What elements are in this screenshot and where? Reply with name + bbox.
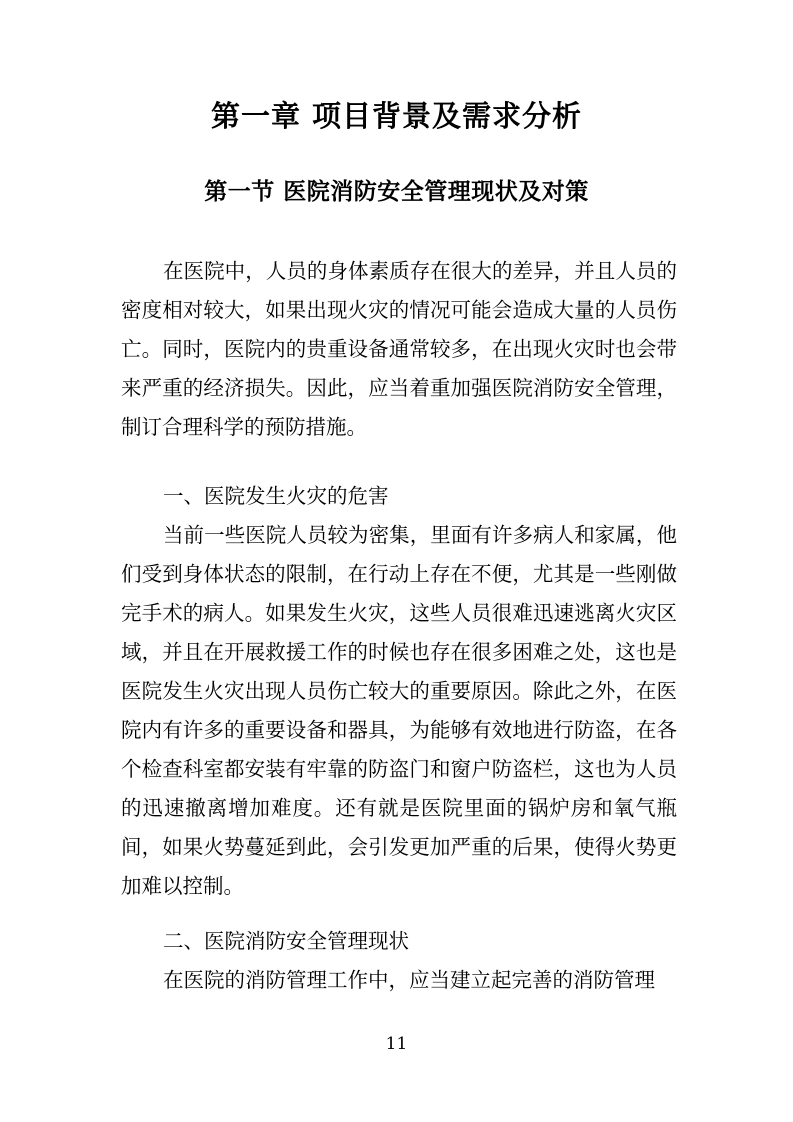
subsection-1-heading: 一、医院发生火灾的危害 [163, 484, 389, 508]
page-number: 11 [385, 1034, 408, 1054]
subsection-2-heading: 二、医院消防安全管理现状 [163, 929, 409, 953]
section-title: 第一节 医院消防安全管理现状及对策 [204, 179, 589, 205]
intro-paragraph: 在医院中，人员的身体素质存在很大的差异，并且人员的密度相对较大，如果出现火灾的情况可能会造成大量的人员伤亡。同时，医院内的贵重设备通常较多，在出现火灾时也会带来严重的经济损失。因此，应当着重加强医院消防安全管理，制订合理科学的预防措施。 [121, 259, 677, 439]
subsection-1-paragraph: 当前一些医院人员较为密集，里面有许多病人和家属，他们受到身体状态的限制，在行动上存在不便，尤其是一些刚做完手术的病人。如果发生火灾，这些人员很难迅速逃离火灾区域，并且在开展救援工作的时候也存在很多困难之处，这也是医院发生火灾出现人员伤亡较大的重要原因。除此之外，在医院内有许多的重要设备和器具，为能够有效地进行防盗，在各个检查科室都安装有牢靠的防盗门和窗户防盗栏，这也为人员的迅速撤离增加难度。还有就是医院里面的锅炉房和氧气瓶间，如果火势蔓延到此，会引发更加严重的后果，使得火势更加难以控制。 [121, 523, 677, 898]
chapter-title: 第一章 项目背景及需求分析 [210, 99, 583, 133]
subsection-2-paragraph: 在医院的消防管理工作中，应当建立起完善的消防管理 [163, 968, 655, 992]
